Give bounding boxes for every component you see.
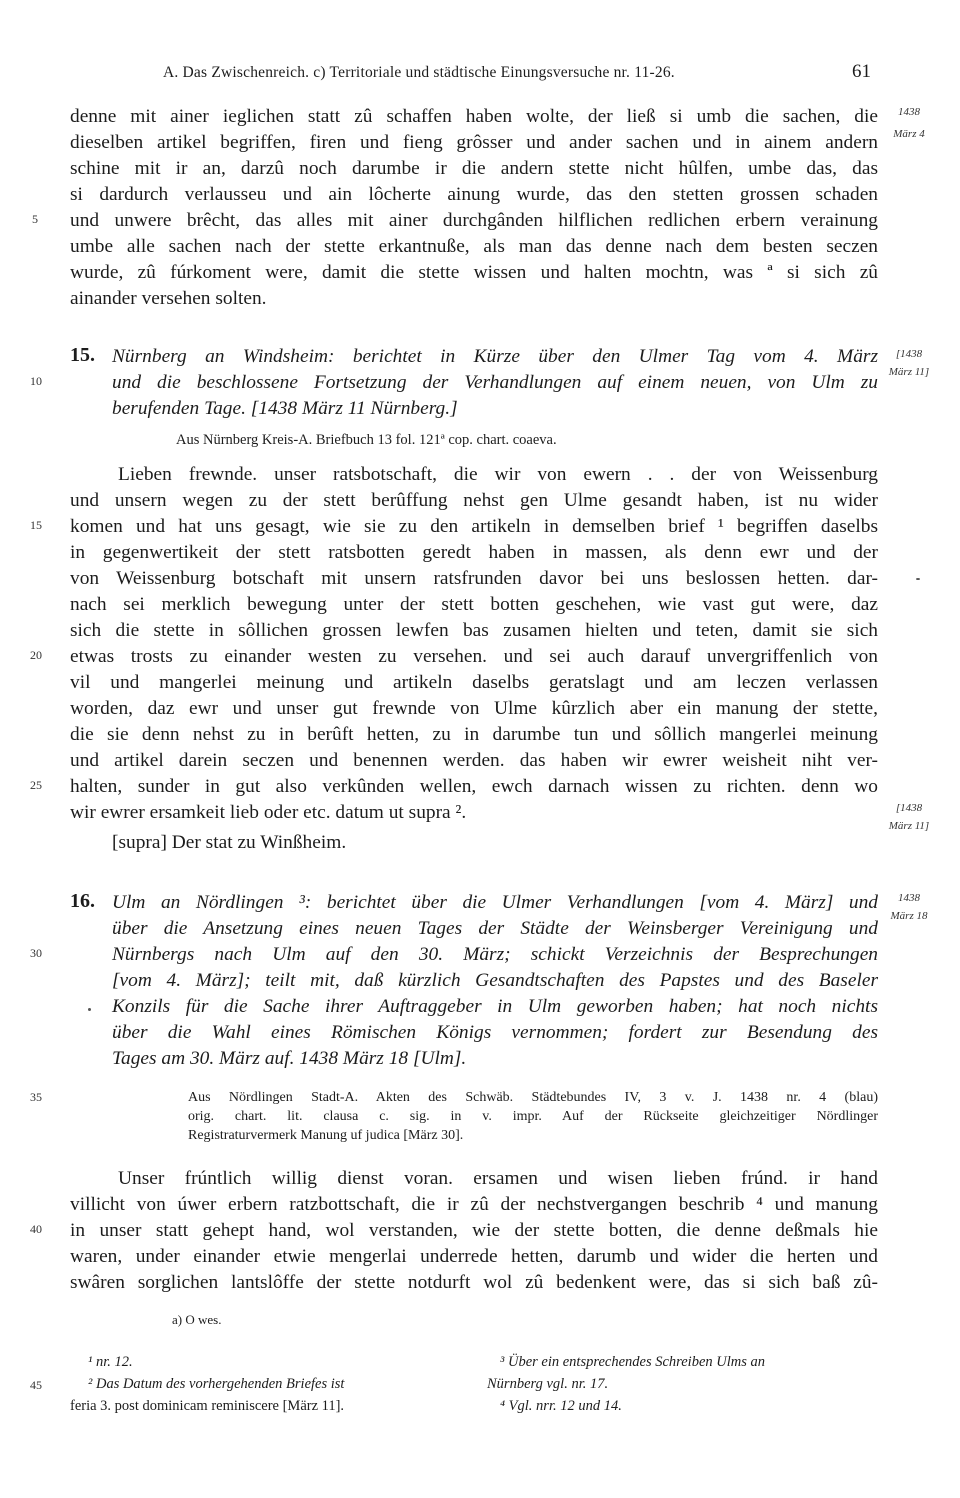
doc15-regest-line: berufenden Tage. [1438 März 11 Nürnberg.] — [112, 398, 458, 419]
doc16-source-line: Aus Nördlingen Stadt-A. Akten des Schwäb. Städtebundes IV, 3 v. J. 1438 nr. 4 (blau) — [188, 1090, 878, 1105]
doc16-regest-line: über die Wahl eines Römischen Königs vernommen; fordert zur Besendung des — [112, 1022, 878, 1043]
intro-line: schine mit ir an, darzû noch darumbe ir die andern stette nicht hûlfen, umbe das, das — [70, 158, 878, 179]
doc15-body-line: etwas trosts zu einander westen zu versehen. und sei auch darauf unvergriffenlich von — [70, 646, 878, 667]
intro-line: si dardurch verlausseu und ain lôcherte ainung wurde, das den stetten grossen schaden — [70, 184, 878, 205]
doc16-regest-line: Ulm an Nördlingen ³: berichtet über die Ulmer Verhandlungen [vom 4. März] und — [112, 892, 878, 913]
doc15-number: 15. — [70, 344, 95, 366]
doc15-body-line: worden, daz ewr und unser gut frewnde von Ulme kûrzlich aber ein manung der stette, — [70, 698, 878, 719]
textual-note: a) O wes. — [172, 1312, 222, 1327]
doc15-body-line: und artikel darein seczen und benennen werden. das haben wir ewrer weisheit niht ver- — [70, 750, 878, 771]
doc16-number: 16. — [70, 890, 95, 912]
print-speck — [88, 1008, 91, 1011]
doc15-body-line: in gegenwertikeit der stett ratsbotten geredt haben in massen, als denn ewr und der — [70, 542, 878, 563]
page-number: 61 — [852, 61, 871, 82]
footnote-3: ³ Über ein entsprechendes Schreiben Ulms an — [500, 1354, 766, 1370]
footnote-1: ¹ nr. 12. — [88, 1354, 133, 1370]
margin-date: März 11] — [888, 366, 930, 378]
doc15-body-line: und unsern wegen zu der stett berûffung nehst gen Ulme gesandt haben, ist nu wider — [70, 490, 878, 511]
doc15-body-line: wir ewrer ersamkeit lieb oder etc. datum ut supra ². — [70, 802, 467, 823]
margin-date-year: [1438 — [895, 348, 923, 360]
doc16-regest-line: [vom 4. März]; teilt mit, daß kürzlich Gesandtschaften des Papstes und des Baseler — [112, 970, 878, 991]
line-number: 25 — [30, 778, 42, 792]
margin-date: März 4 — [893, 128, 925, 140]
print-speck — [916, 578, 920, 580]
footnote-4: ⁴ Vgl. nrr. 12 und 14. — [500, 1398, 622, 1414]
running-title: A. Das Zwischenreich. c) Territoriale und städtische Einungsversuche nr. 11-26. — [163, 64, 675, 81]
line-number: 30 — [30, 946, 42, 960]
doc16-body-line: Unser frúntlich willig dienst voran. ersamen und wisen lieben frúnd. ir hand — [118, 1168, 878, 1189]
doc15-regest-line: und die beschlossene Fortsetzung der Verhandlungen auf einem neuen, von Ulm zu — [112, 372, 878, 393]
doc15-body-line: vil und mangerlei meinung und artikeln daselbs geratslagt und am leczen verlassen — [70, 672, 878, 693]
line-number: 5 — [32, 212, 38, 226]
margin-date-year: 1438 — [898, 106, 920, 118]
line-number: 40 — [30, 1222, 42, 1236]
doc15-body-line: von Weissenburg botschaft mit unsern ratsfrunden davor bei uns beslossen hetten. dar- — [70, 568, 878, 589]
doc16-body-line: waren, under einander etwie mengerlai underrede hetten, darumb und wider die herten und — [70, 1246, 878, 1267]
doc15-body-line: Lieben frewnde. unser ratsbotschaft, die wir von ewern . . der von Weissenburg — [118, 464, 878, 485]
doc16-regest-line: über die Ansetzung eines neuen Tages der Städte der Weinsberger Vereinigung und — [112, 918, 878, 939]
doc15-address: [supra] Der stat zu Winßheim. — [112, 832, 347, 853]
doc15-source: Aus Nürnberg Kreis-A. Briefbuch 13 fol. 121ª cop. chart. coaeva. — [176, 432, 557, 448]
margin-date-year: [1438 — [895, 802, 923, 814]
doc16-body-line: villicht von úwer erbern ratzbottschaft, die ir zû der nechstvergangen beschrib ⁴ und manung — [70, 1194, 878, 1215]
intro-line: ainander versehen solten. — [70, 288, 267, 309]
doc15-body-line: komen und hat uns gesagt, wie sie zu den artikeln in demselben brief ¹ begriffen daselbs — [70, 516, 878, 537]
margin-date: März 11] — [888, 820, 930, 832]
margin-date-year: 1438 — [898, 892, 920, 904]
doc15-body-line: sich die stette in sôllichen grossen lewfen bas zusamen hielten und teten, damit sie sich — [70, 620, 878, 641]
intro-line: dieselben artikel begriffen, firen und fieng grôsser und ander sachen und in ainem andern — [70, 132, 878, 153]
line-number: 20 — [30, 648, 42, 662]
doc16-source-line: orig. chart. lit. clausa c. sig. in v. impr. Auf der Rückseite gleichzeitiger Nördlinger — [188, 1109, 878, 1124]
intro-line: umbe alle sachen nach der stette erkantnuße, als man das denne nach dem besten seczen — [70, 236, 878, 257]
doc16-source-line: Registraturvermerk Manung uf judica [März 30]. — [188, 1128, 464, 1143]
margin-date: März 18 — [890, 910, 928, 922]
doc15-body-line: halten, sunder in gut also verkûnden wellen, ewch darnach wissen zu richten. denn wo — [70, 776, 878, 797]
intro-line: wurde, zû fúrkoment were, damit die stette wissen und halten mochtn, was ª si sich zû — [70, 262, 878, 283]
doc15-body-line: die sie denn nehst zu in berûft hetten, zu in darumbe tun und sôllich mangerlei meinung — [70, 724, 878, 745]
line-number: 45 — [30, 1378, 42, 1392]
footnote-2-cont: feria 3. post dominicam reminiscere [März 11]. — [70, 1398, 345, 1414]
line-number: 35 — [30, 1090, 42, 1104]
doc16-body-line: swâren sorglichen lantslôffe der stette notdurft wol zû bedenkent were, das si sich baß zû- — [70, 1272, 878, 1293]
doc16-regest-line: Nürnbergs nach Ulm auf den 30. März; schickt Verzeichnis der Besprechungen — [112, 944, 878, 965]
footnote-3-cont: Nürnberg vgl. nr. 17. — [487, 1376, 609, 1392]
line-number: 10 — [30, 374, 42, 388]
doc16-body-line: in unser statt gehept hand, wol verstanden, wie der stette botten, die denne deßmals hie — [70, 1220, 878, 1241]
doc15-regest-line: Nürnberg an Windsheim: berichtet in Kürze über den Ulmer Tag vom 4. März — [112, 346, 878, 367]
intro-line: und unwere brêcht, das alles mit ainer durchgânden hilflichen redlichen erbern verainung — [70, 210, 878, 231]
intro-line: denne mit ainer ieglichen statt zû schaffen haben wolte, der ließ si umb die sachen, die — [70, 106, 878, 127]
doc16-regest-line: Konzils für die Sache ihrer Auftraggeber in Ulm geworben haben; hat noch nichts — [112, 996, 878, 1017]
footnote-2: ² Das Datum des vorhergehenden Briefes ist — [88, 1376, 345, 1392]
doc16-regest-line: Tages am 30. März auf. 1438 März 18 [Ulm]. — [112, 1048, 467, 1069]
line-number: 15 — [30, 518, 42, 532]
doc15-body-line: nach sei merklich bewegung unter der stett botten geschehen, wie vast gut were, daz — [70, 594, 878, 615]
